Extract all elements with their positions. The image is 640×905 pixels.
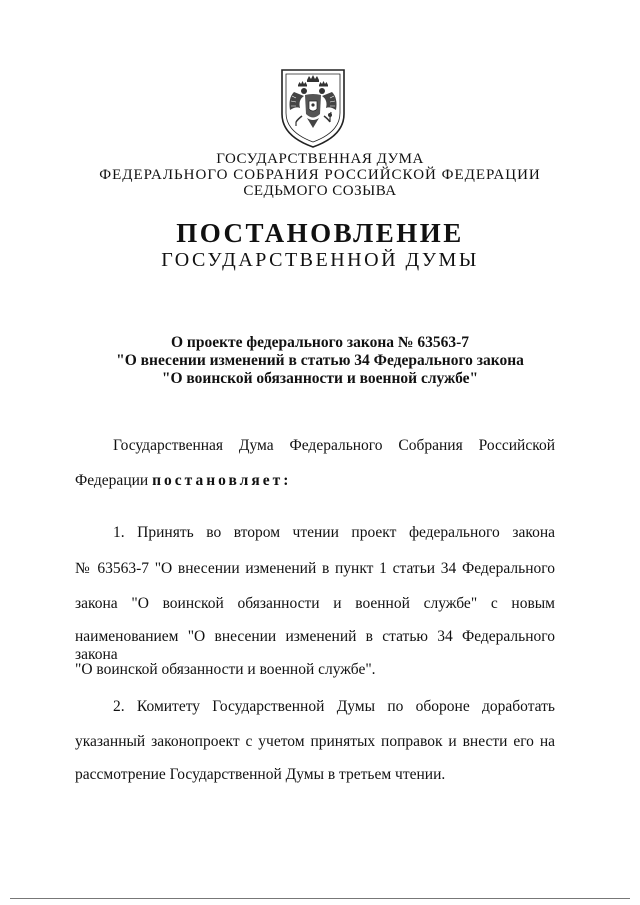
page-bottom-edge	[10, 898, 630, 899]
document-subtitle: ГОСУДАРСТВЕННОЙ ДУМЫ	[161, 249, 479, 271]
point-1-line-2: № 63563-7 "О внесении изменений в пункт 1 статьи 34 Федерального	[75, 560, 555, 577]
subject-line-1: О проекте федерального закона № 63563-7	[170, 334, 469, 351]
point-1-line-3: закона "О воинской обязанности и военной службе" с новым	[75, 595, 555, 612]
decree-word: постановляет:	[152, 472, 292, 489]
subject-line-3: "О воинской обязанности и военной службе"	[161, 370, 479, 387]
convocation: СЕДЬМОГО СОЗЫВА	[243, 183, 397, 199]
intro-text: Федерации	[75, 472, 153, 489]
intro-line-1: Государственная Дума Федерального Собрания Российской	[113, 437, 555, 454]
subject-line-2: "О внесении изменений в статью 34 Федерального закона	[116, 352, 524, 369]
document-title: ПОСТАНОВЛЕНИЕ	[176, 218, 464, 248]
federal-assembly-name: ФЕДЕРАЛЬНОГО СОБРАНИЯ РОССИЙСКОЙ ФЕДЕРАЦИИ	[99, 167, 541, 183]
parliament-name: ГОСУДАРСТВЕННАЯ ДУМА	[216, 151, 424, 167]
point-1-line-4: наименованием "О внесении изменений в статью 34 Федерального закона	[75, 628, 555, 663]
point-2-line-3: рассмотрение Государственной Думы в третьем чтении.	[75, 766, 446, 783]
point-2-line-1: 2. Комитету Государственной Думы по обороне доработать	[113, 698, 555, 715]
point-1-line-1: 1. Принять во втором чтении проект федерального закона	[113, 524, 555, 541]
point-1-line-5: "О воинской обязанности и военной службе".	[75, 661, 376, 678]
coat-of-arms-icon	[274, 66, 352, 150]
intro-line-2	[75, 472, 555, 490]
point-2-line-2: указанный законопроект с учетом принятых поправок и внести его на	[75, 733, 555, 750]
